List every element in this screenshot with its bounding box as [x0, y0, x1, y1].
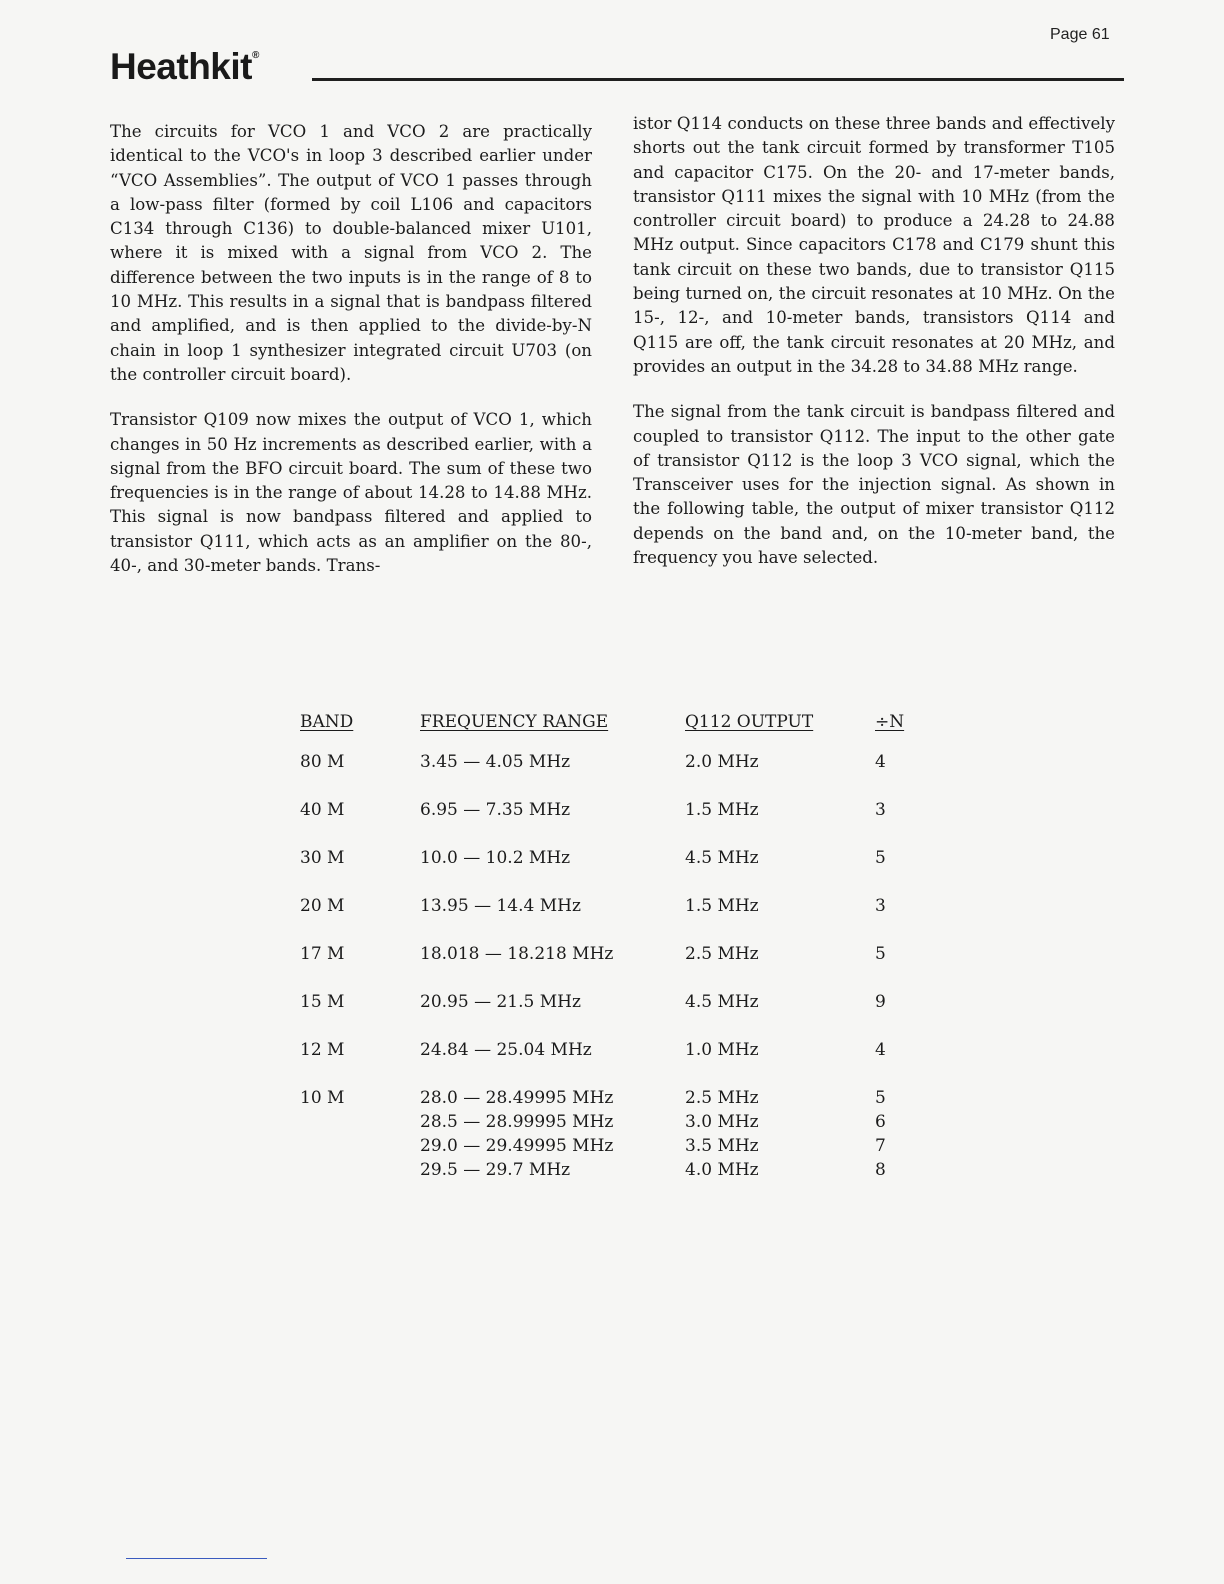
frequency-range-cell: 29.0 — 29.49995 MHz [420, 1136, 614, 1156]
band-cell: 30 M [300, 848, 345, 868]
frequency-range-cell: 10.0 — 10.2 MHz [420, 848, 571, 868]
table-row [300, 896, 920, 944]
q112-output-cell: 2.5 MHz [685, 944, 759, 964]
footer-underline [126, 1558, 267, 1559]
band-cell: 10 M [300, 1088, 345, 1108]
header-divide-n: ÷N [875, 712, 905, 732]
frequency-range-cell: 28.5 — 28.99995 MHz [420, 1112, 614, 1132]
paragraph: The signal from the tank circuit is bandpass filtered and coupled to transistor Q112. The input to the other gate of transistor Q112 is the loop 3 VCO signal, which the Transceiver uses for the injection signal. As shown in the following table, the output of mixer transistor Q112 depends on the band and, on the 10-meter band, the frequency you have selected. [633, 402, 1115, 568]
q112-output-cell: 4.0 MHz [685, 1160, 759, 1180]
band-cell: 17 M [300, 944, 345, 964]
q112-output-cell: 4.5 MHz [685, 848, 759, 868]
paragraph: istor Q114 conducts on these three bands and effectively shorts out the tank circuit formed by transformer T105 and capacitor C175. On the 20- and 17-meter bands, transistor Q111 mixes the signal with 10 MHz (from the controller circuit board) to produce a 24.28 to 24.88 MHz output. Since capacitors C178 and C179 shunt this tank circuit on these two bands, due to transistor Q115 being turned on, the circuit resonates at 10 MHz. On the 15-, 12-, and 10-meter bands, transistors Q114 and Q115 are off, the tank circuit resonates at 20 MHz, and provides an output in the 34.28 to 34.88 MHz range. [633, 114, 1115, 376]
divide-n-cell: 7 [875, 1136, 886, 1156]
frequency-range-cell: 13.95 — 14.4 MHz [420, 896, 581, 916]
table-row [300, 800, 920, 848]
divide-n-cell: 5 [875, 944, 886, 964]
divide-n-cell: 8 [875, 1160, 886, 1180]
q112-output-cell: 3.5 MHz [685, 1136, 759, 1156]
left-column [110, 120, 592, 599]
q112-output-cell: 2.0 MHz [685, 752, 759, 772]
q112-output-cell: 1.5 MHz [685, 896, 759, 916]
q112-output-cell: 1.0 MHz [685, 1040, 759, 1060]
paragraph: The circuits for VCO 1 and VCO 2 are practically identical to the VCO's in loop 3 described earlier under “VCO Assemblies”. The output of VCO 1 passes through a low-pass filter (formed by coil L106 and capacitors C134 through C136) to double-balanced mixer U101, where it is mixed with a signal from VCO 2. The difference between the two inputs is in the range of 8 to 10 MHz. This results in a signal that is bandpass filtered and amplified, and is then applied to the divide-by-N chain in loop 1 synthesizer integrated circuit U703 (on the controller circuit board). [110, 122, 592, 384]
table-body [300, 752, 920, 1184]
divide-n-cell: 6 [875, 1112, 886, 1132]
frequency-range-cell: 28.0 — 28.49995 MHz [420, 1088, 614, 1108]
q112-output-cell: 4.5 MHz [685, 992, 759, 1012]
registered-mark: ® [251, 50, 259, 61]
band-cell: 40 M [300, 800, 345, 820]
frequency-range-cell: 3.45 — 4.05 MHz [420, 752, 571, 772]
frequency-range-cell: 29.5 — 29.7 MHz [420, 1160, 571, 1180]
divide-n-cell: 5 [875, 1088, 886, 1108]
divide-n-cell: 9 [875, 992, 886, 1012]
band-cell: 20 M [300, 896, 345, 916]
right-column [633, 112, 1115, 591]
header-frequency-range: FREQUENCY RANGE [420, 712, 609, 732]
table-row [300, 752, 920, 800]
paragraph: Transistor Q109 now mixes the output of VCO 1, which changes in 50 Hz increments as described earlier, with a signal from the BFO circuit board. The sum of these two frequencies is in the range of about 14.28 to 14.88 MHz. This signal is now bandpass filtered and applied to transistor Q111, which acts as an amplifier on the 80-, 40-, and 30-meter bands. Trans- [110, 410, 592, 576]
divide-n-cell: 4 [875, 1040, 886, 1060]
frequency-range-cell: 18.018 — 18.218 MHz [420, 944, 614, 964]
table-row [300, 848, 920, 896]
band-cell: 80 M [300, 752, 345, 772]
divide-n-cell: 3 [875, 800, 886, 820]
table-row-10m [300, 1088, 920, 1184]
table-subrow [300, 1160, 920, 1184]
frequency-range-cell: 20.95 — 21.5 MHz [420, 992, 581, 1012]
page-number: Page 61 [1050, 26, 1110, 43]
band-cell: 12 M [300, 1040, 345, 1060]
band-cell: 15 M [300, 992, 345, 1012]
table-row [300, 1040, 920, 1088]
table-subrow [300, 1112, 920, 1136]
brand-name: Heathkit [110, 46, 252, 87]
q112-output-cell: 2.5 MHz [685, 1088, 759, 1108]
q112-output-cell: 1.5 MHz [685, 800, 759, 820]
table-row [300, 944, 920, 992]
frequency-range-cell: 6.95 — 7.35 MHz [420, 800, 571, 820]
header-band: BAND [300, 712, 354, 732]
brand-logo [110, 46, 259, 88]
table-row [300, 992, 920, 1040]
divide-n-cell: 4 [875, 752, 886, 772]
q112-output-cell: 3.0 MHz [685, 1112, 759, 1132]
frequency-range-cell: 24.84 — 25.04 MHz [420, 1040, 592, 1060]
table-subrow [300, 1136, 920, 1160]
table-header-row [300, 712, 920, 752]
table-subrow [300, 1088, 920, 1112]
header-q112-output: Q112 OUTPUT [685, 712, 814, 732]
divide-n-cell: 3 [875, 896, 886, 916]
header-rule [312, 78, 1124, 81]
band-frequency-table [300, 712, 920, 1184]
divide-n-cell: 5 [875, 848, 886, 868]
page-header [110, 46, 1124, 90]
